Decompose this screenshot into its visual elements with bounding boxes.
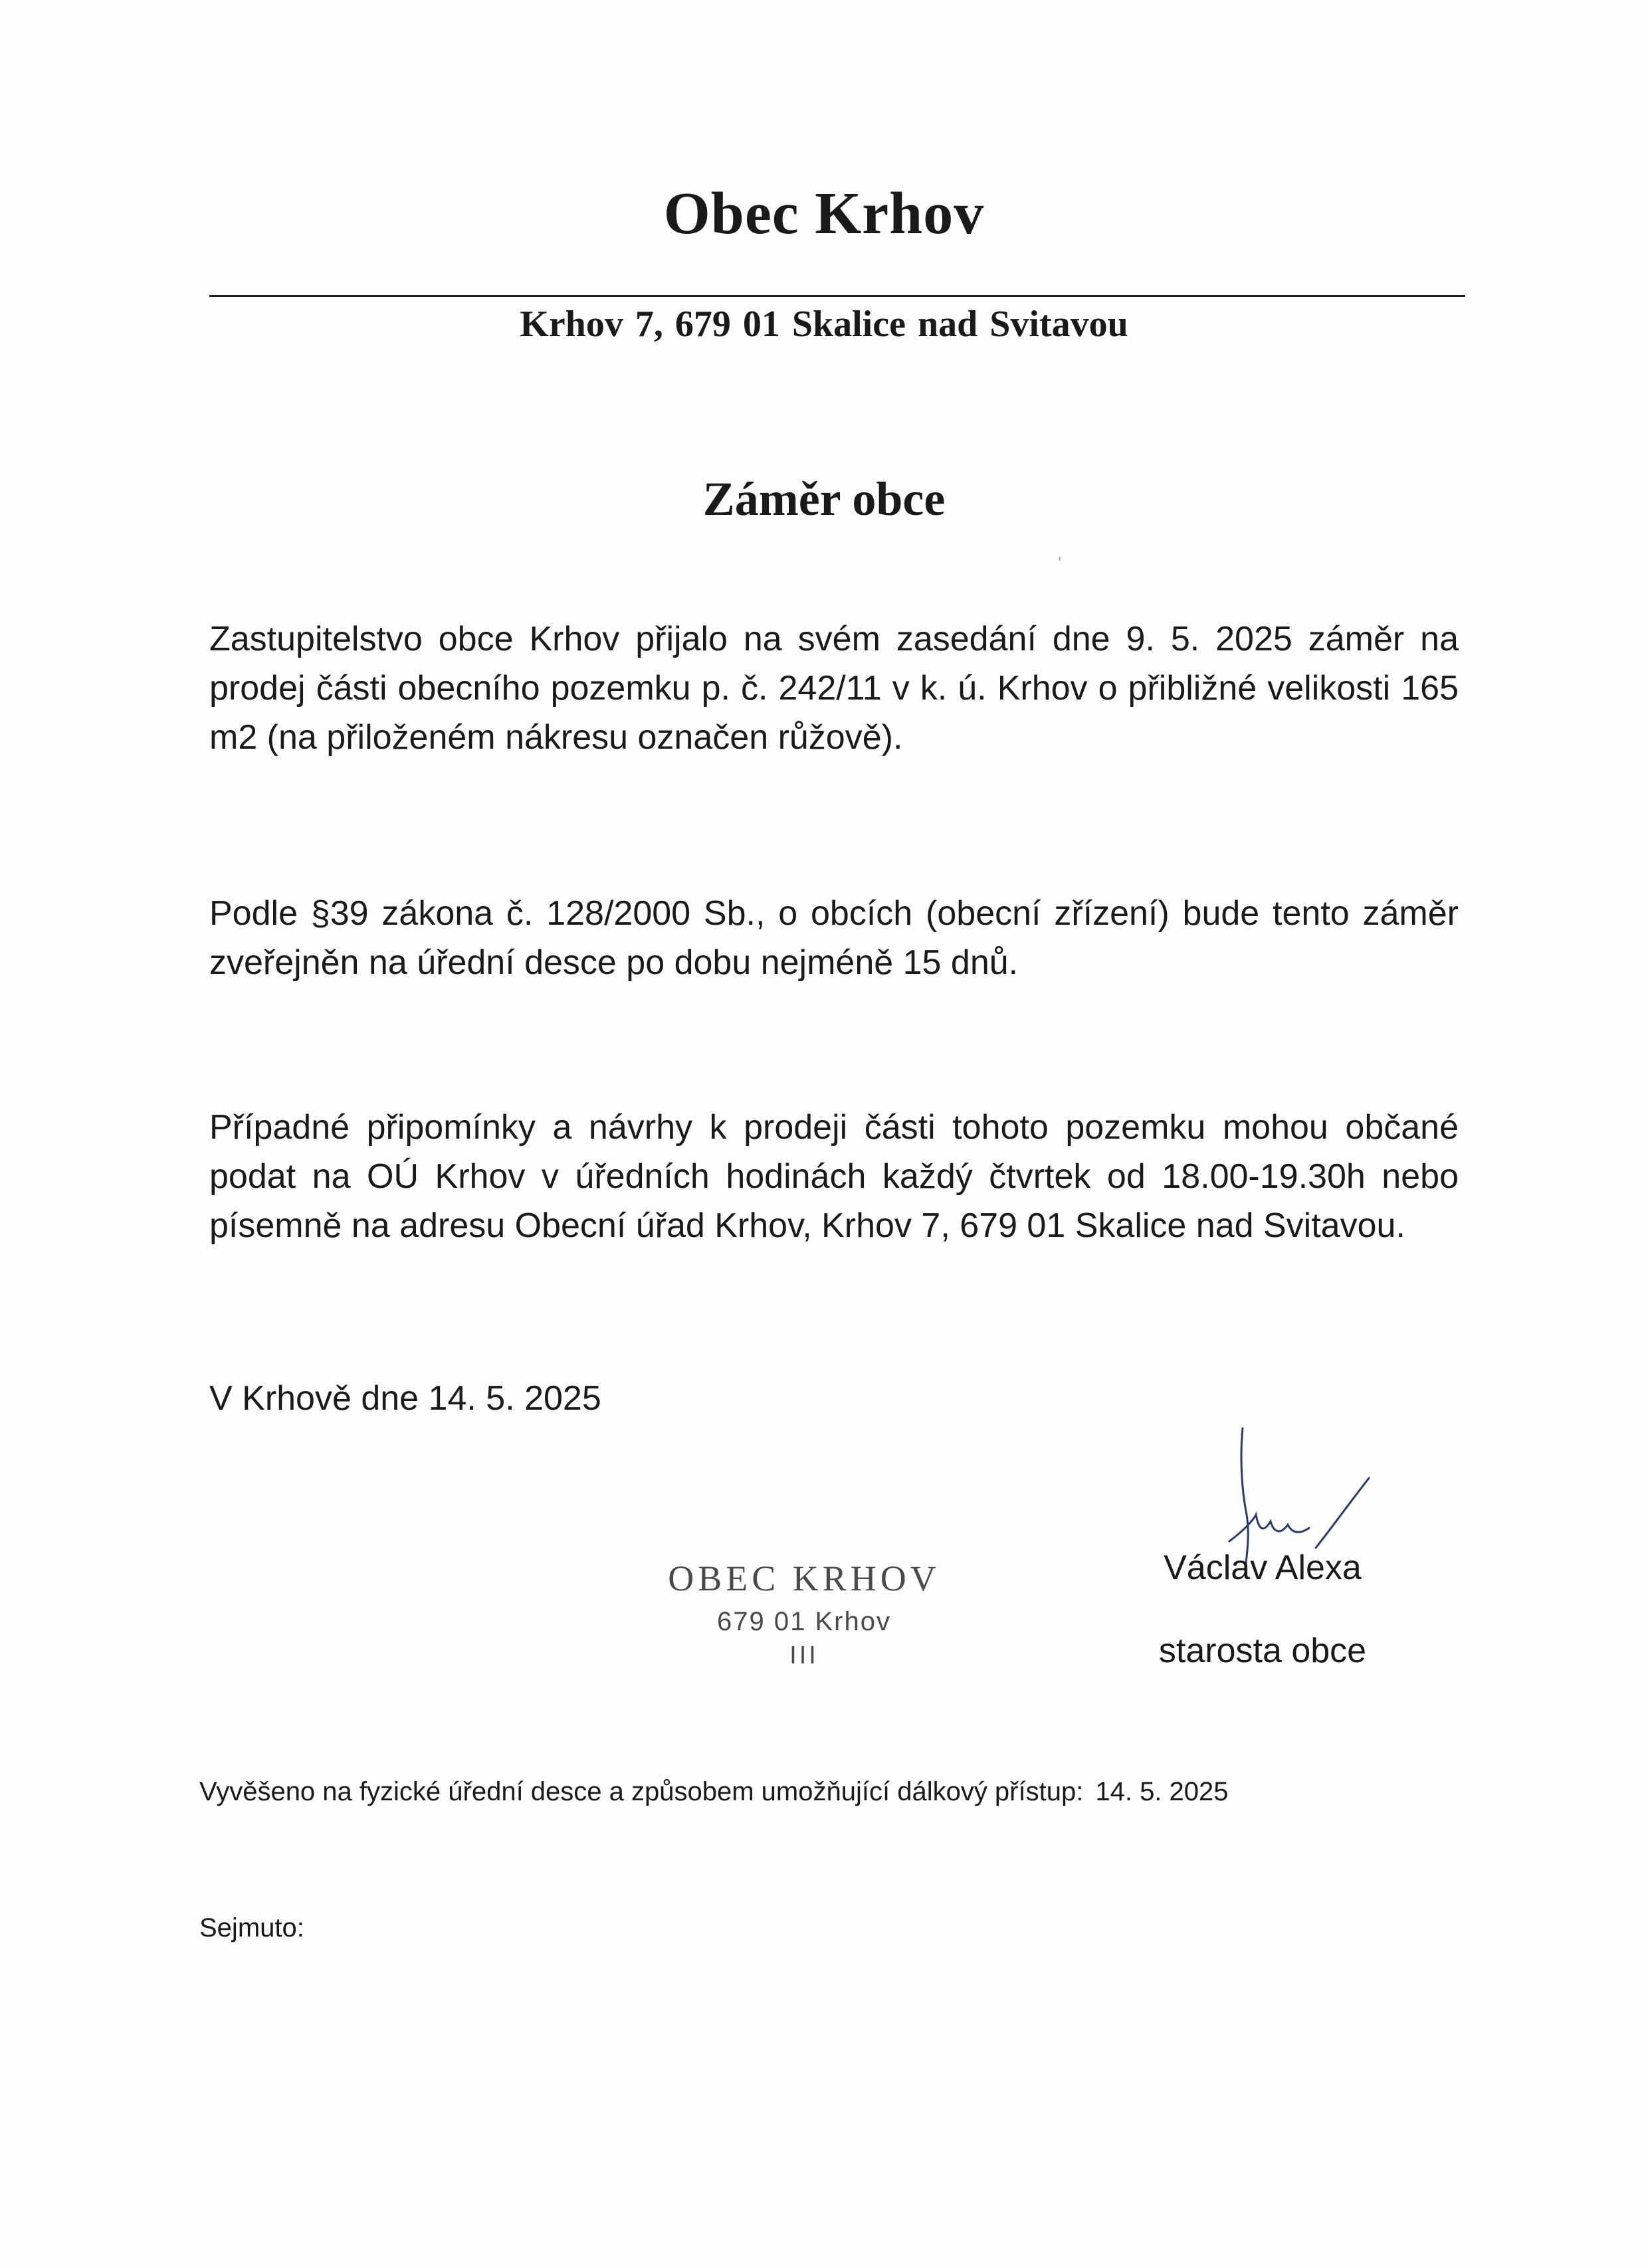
stamp-name: OBEC KRHOV — [668, 1559, 940, 1598]
scan-speck — [1059, 557, 1061, 561]
header-divider — [209, 295, 1465, 297]
document-heading: Záměr obce — [702, 472, 946, 525]
stamp-address: 679 01 Krhov — [717, 1607, 891, 1636]
posted-label: Vyvěšeno na fyzické úřední desce a způsobem umožňující dálkový přístup: — [199, 1777, 1084, 1806]
place-and-date: V Krhově dne 14. 5. 2025 — [209, 1379, 601, 1418]
posted-date: 14. 5. 2025 — [1095, 1777, 1229, 1806]
signer-name: Václav Alexa — [1164, 1549, 1362, 1587]
stamp-number: III — [789, 1642, 819, 1669]
removed-label: Sejmuto: — [199, 1913, 304, 1942]
paragraph-legal-basis: Podle §39 zákona č. 128/2000 Sb., o obcích (obecní zřízení) bude tento záměr zveřejněn na úřední desce po dobu nejméně 15 dnů. — [209, 894, 1459, 982]
signer-role: starosta obce — [1158, 1632, 1367, 1670]
posted-notice — [199, 1777, 1229, 1807]
paragraph-comments: Případné připomínky a návrhy k prodeji části tohoto pozemku mohou občané podat na OÚ Krhov v úředních hodinách každý čtvrtek od 18.00-19.30h nebo písemně na adresu Obecní úřad Krhov, Krhov 7, 679 01 Skalice nad Svitavou. — [209, 1108, 1459, 1245]
municipality-title: Obec Krhov — [663, 181, 985, 246]
official-stamp — [631, 1555, 977, 1670]
municipality-address: Krhov 7, 679 01 Skalice nad Svitavou — [520, 304, 1128, 345]
paragraph-intent: Zastupitelstvo obce Krhov přijalo na svém zasedání dne 9. 5. 2025 záměr na prodej části obecního pozemku p. č. 242/11 v k. ú. Krhov o přibližné velikosti 165 m2 (na přiloženém nákresu označen růžově). — [209, 620, 1459, 757]
